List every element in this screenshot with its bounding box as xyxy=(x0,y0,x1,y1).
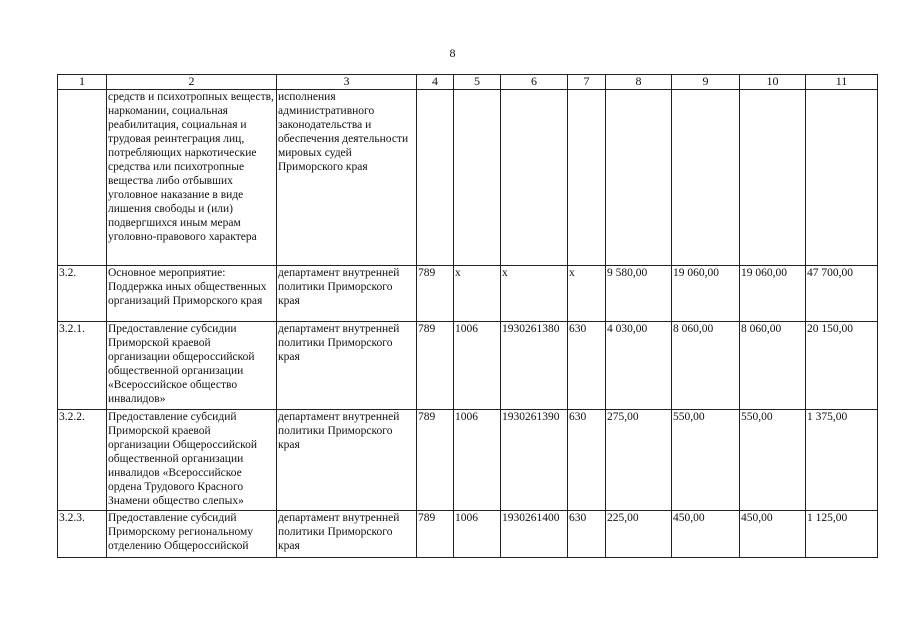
expense-type-code: х xyxy=(568,266,606,322)
amount-total: 1 375,00 xyxy=(806,410,878,511)
column-header: 1 xyxy=(58,75,107,90)
amount-col-8: 4 030,00 xyxy=(606,322,672,410)
amount-col-10: 8 060,00 xyxy=(740,322,806,410)
column-header: 6 xyxy=(501,75,568,90)
grbs-code: 789 xyxy=(417,322,454,410)
column-header: 8 xyxy=(606,75,672,90)
column-header: 5 xyxy=(454,75,501,90)
target-article-code: 1930261400 xyxy=(501,511,568,558)
item-description: Предоставление субсидий Приморской краевой организации Общероссийской общественной организации инвалидов «Всероссийское ордена Трудового Красного Знамени общество слепых» xyxy=(107,410,277,511)
expense-type-code: 630 xyxy=(568,322,606,410)
responsible-executor: департамент внутренней политики Приморского края xyxy=(277,266,417,322)
amount-total: 20 150,00 xyxy=(806,322,878,410)
grbs-code xyxy=(417,90,454,266)
grbs-code: 789 xyxy=(417,410,454,511)
column-header: 2 xyxy=(107,75,277,90)
target-article-code xyxy=(501,90,568,266)
column-header: 10 xyxy=(740,75,806,90)
section-code: 1006 xyxy=(454,322,501,410)
column-header: 11 xyxy=(806,75,878,90)
item-number xyxy=(58,90,107,266)
item-number: 3.2.2. xyxy=(58,410,107,511)
target-article-code: 1930261380 xyxy=(501,322,568,410)
section-code: 1006 xyxy=(454,511,501,558)
table-row xyxy=(58,322,878,410)
item-number: 3.2.1. xyxy=(58,322,107,410)
item-number: 3.2.3. xyxy=(58,511,107,558)
column-header: 3 xyxy=(277,75,417,90)
table-row xyxy=(58,266,878,322)
responsible-executor: департамент внутренней политики Приморского края xyxy=(277,322,417,410)
expense-type-code xyxy=(568,90,606,266)
item-description: средств и психотропных веществ, наркомании, социальная реабилитация, социальная и трудовая реинтеграция лиц, потребляющих наркотические средства или психотропные вещества либо отбывших уголовное наказание в виде лишения свободы и (или) подвергшихся иным мерам уголовно-правового характера xyxy=(107,90,277,266)
section-code: х xyxy=(454,266,501,322)
amount-total: 47 700,00 xyxy=(806,266,878,322)
amount-col-8: 275,00 xyxy=(606,410,672,511)
expense-type-code: 630 xyxy=(568,511,606,558)
page-number: 8 xyxy=(449,46,456,60)
section-code xyxy=(454,90,501,266)
table-row xyxy=(58,90,878,266)
amount-col-10: 19 060,00 xyxy=(740,266,806,322)
column-header: 4 xyxy=(417,75,454,90)
item-number: 3.2. xyxy=(58,266,107,322)
table-row xyxy=(58,410,878,511)
amount-col-9 xyxy=(672,90,740,266)
column-header: 9 xyxy=(672,75,740,90)
column-header: 7 xyxy=(568,75,606,90)
responsible-executor: исполнения административного законодательства и обеспечения деятельности мировых судей Приморского края xyxy=(277,90,417,266)
table-row xyxy=(58,511,878,558)
amount-col-10: 450,00 xyxy=(740,511,806,558)
target-article-code: 1930261390 xyxy=(501,410,568,511)
amount-total: 1 125,00 xyxy=(806,511,878,558)
expense-type-code: 630 xyxy=(568,410,606,511)
section-code: 1006 xyxy=(454,410,501,511)
responsible-executor: департамент внутренней политики Приморского края xyxy=(277,410,417,511)
target-article-code: х xyxy=(501,266,568,322)
item-description: Предоставление субсидии Приморской краевой организации общероссийской общественной организации «Всероссийское общество инвалидов» xyxy=(107,322,277,410)
amount-col-10: 550,00 xyxy=(740,410,806,511)
amount-col-9: 450,00 xyxy=(672,511,740,558)
header-row xyxy=(58,75,878,90)
amount-col-10 xyxy=(740,90,806,266)
grbs-code: 789 xyxy=(417,266,454,322)
amount-col-9: 19 060,00 xyxy=(672,266,740,322)
amount-col-8: 9 580,00 xyxy=(606,266,672,322)
item-description: Предоставление субсидий Приморскому региональному отделению Общероссийской xyxy=(107,511,277,558)
amount-col-8: 225,00 xyxy=(606,511,672,558)
amount-total xyxy=(806,90,878,266)
amount-col-9: 550,00 xyxy=(672,410,740,511)
program-table xyxy=(57,74,878,558)
grbs-code: 789 xyxy=(417,511,454,558)
responsible-executor: департамент внутренней политики Приморского края xyxy=(277,511,417,558)
amount-col-8 xyxy=(606,90,672,266)
item-description: Основное мероприятие: Поддержка иных общественных организаций Приморского края xyxy=(107,266,277,322)
amount-col-9: 8 060,00 xyxy=(672,322,740,410)
